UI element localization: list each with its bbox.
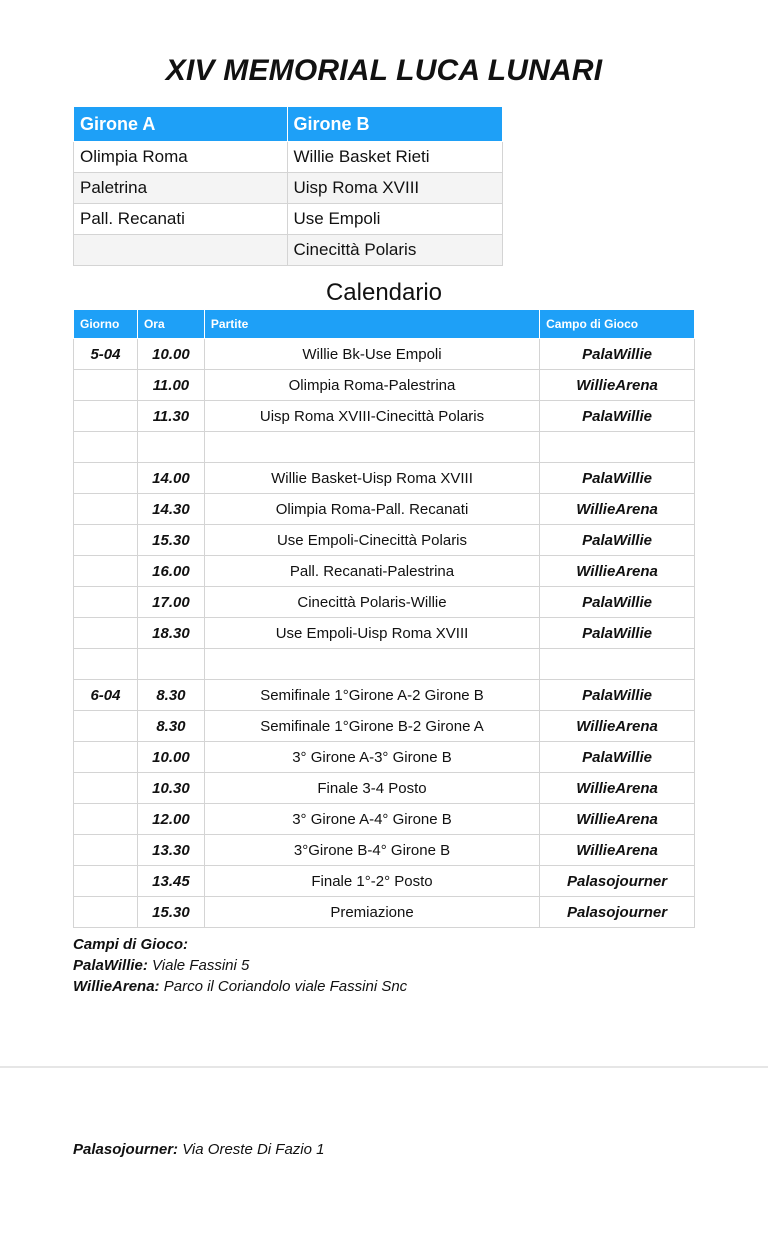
schedule-row <box>74 556 695 587</box>
venue-cell: PalaWillie <box>540 339 695 370</box>
venue-header: Campo di Gioco <box>540 310 695 339</box>
page-divider <box>0 1066 768 1068</box>
time-cell: 12.00 <box>137 804 204 835</box>
venue-note <box>73 955 407 976</box>
match-cell <box>204 649 539 680</box>
day-cell: 5-04 <box>74 339 138 370</box>
venue-cell: WillieArena <box>540 494 695 525</box>
time-cell: 14.30 <box>137 494 204 525</box>
time-cell: 8.30 <box>137 680 204 711</box>
day-cell <box>74 804 138 835</box>
calendar-table <box>73 309 695 928</box>
match-cell: Use Empoli-Uisp Roma XVIII <box>204 618 539 649</box>
groups-row <box>74 204 503 235</box>
time-cell: 10.00 <box>137 339 204 370</box>
page-title: XIV MEMORIAL LUCA LUNARI <box>165 54 603 87</box>
time-cell: 11.30 <box>137 401 204 432</box>
day-cell <box>74 649 138 680</box>
time-cell: 18.30 <box>137 618 204 649</box>
day-cell <box>74 432 138 463</box>
venue-cell: Palasojourner <box>540 897 695 928</box>
match-header: Partite <box>204 310 539 339</box>
time-cell: 14.00 <box>137 463 204 494</box>
time-cell: 15.30 <box>137 897 204 928</box>
groups-header-row <box>74 107 503 142</box>
time-cell: 15.30 <box>137 525 204 556</box>
day-cell <box>74 494 138 525</box>
venues-heading: Campi di Gioco: <box>73 936 189 953</box>
time-cell: 10.30 <box>137 773 204 804</box>
venue-cell: WillieArena <box>540 711 695 742</box>
time-cell <box>137 432 204 463</box>
groups-row <box>74 235 503 266</box>
group-a-team: Olimpia Roma <box>74 142 288 173</box>
venue-cell: WillieArena <box>540 556 695 587</box>
day-cell <box>74 463 138 494</box>
match-cell: Olimpia Roma-Pall. Recanati <box>204 494 539 525</box>
venue-note-name: PalaWillie: <box>73 957 148 974</box>
venue-cell: PalaWillie <box>540 618 695 649</box>
day-cell <box>74 773 138 804</box>
day-header: Giorno <box>74 310 138 339</box>
venue-cell <box>540 649 695 680</box>
match-cell: Semifinale 1°Girone B-2 Girone A <box>204 711 539 742</box>
schedule-row <box>74 618 695 649</box>
match-cell: Semifinale 1°Girone A-2 Girone B <box>204 680 539 711</box>
groups-row <box>74 142 503 173</box>
venue-cell: PalaWillie <box>540 525 695 556</box>
groups-table <box>73 106 503 266</box>
day-cell <box>74 742 138 773</box>
day-cell <box>74 835 138 866</box>
schedule-row <box>74 680 695 711</box>
venue-cell: PalaWillie <box>540 680 695 711</box>
group-b-team: Use Empoli <box>287 204 503 235</box>
calendar-title: Calendario <box>325 279 443 306</box>
venue-cell: PalaWillie <box>540 587 695 618</box>
group-a-team <box>74 235 288 266</box>
day-cell <box>74 587 138 618</box>
schedule-row <box>74 649 695 680</box>
group-b-team: Uisp Roma XVIII <box>287 173 503 204</box>
venue-note-address: Viale Fassini 5 <box>147 957 250 974</box>
group-b-team: Cinecittà Polaris <box>287 235 503 266</box>
schedule-row <box>74 835 695 866</box>
schedule-row <box>74 401 695 432</box>
match-cell: Willie Basket-Uisp Roma XVIII <box>204 463 539 494</box>
time-cell: 8.30 <box>137 711 204 742</box>
schedule-row <box>74 587 695 618</box>
footer-note <box>73 1141 324 1158</box>
venue-cell: WillieArena <box>540 835 695 866</box>
time-cell <box>137 649 204 680</box>
schedule-row <box>74 804 695 835</box>
group-a-header: Girone A <box>74 107 288 142</box>
venue-note-name: WillieArena: <box>73 978 160 995</box>
day-cell: 6-04 <box>74 680 138 711</box>
schedule-row <box>74 866 695 897</box>
match-cell: Pall. Recanati-Palestrina <box>204 556 539 587</box>
schedule-row <box>74 742 695 773</box>
time-cell: 13.30 <box>137 835 204 866</box>
match-cell: Premiazione <box>204 897 539 928</box>
match-cell <box>204 432 539 463</box>
venue-cell: WillieArena <box>540 804 695 835</box>
match-cell: Uisp Roma XVIII-Cinecittà Polaris <box>204 401 539 432</box>
venue-cell: WillieArena <box>540 370 695 401</box>
venue-cell: PalaWillie <box>540 463 695 494</box>
match-cell: 3°Girone B-4° Girone B <box>204 835 539 866</box>
time-cell: 17.00 <box>137 587 204 618</box>
day-cell <box>74 401 138 432</box>
venue-note <box>73 976 407 997</box>
day-cell <box>74 897 138 928</box>
footer-venue-name: Palasojourner: <box>73 1141 179 1158</box>
day-cell <box>74 866 138 897</box>
venue-note-address: Parco il Coriandolo viale Fassini Snc <box>159 978 408 995</box>
match-cell: 3° Girone A-3° Girone B <box>204 742 539 773</box>
schedule-row <box>74 432 695 463</box>
calendar-body <box>74 339 695 928</box>
schedule-row <box>74 370 695 401</box>
match-cell: Finale 1°-2° Posto <box>204 866 539 897</box>
venue-cell: PalaWillie <box>540 401 695 432</box>
group-a-team: Pall. Recanati <box>74 204 288 235</box>
venue-cell: Palasojourner <box>540 866 695 897</box>
groups-row <box>74 173 503 204</box>
venues-notes <box>73 934 407 997</box>
day-cell <box>74 370 138 401</box>
day-cell <box>74 711 138 742</box>
time-cell: 11.00 <box>137 370 204 401</box>
schedule-row <box>74 494 695 525</box>
day-cell <box>74 525 138 556</box>
schedule-row <box>74 773 695 804</box>
day-cell <box>74 556 138 587</box>
calendar-header-row <box>74 310 695 339</box>
schedule-row <box>74 525 695 556</box>
venue-cell: WillieArena <box>540 773 695 804</box>
time-cell: 13.45 <box>137 866 204 897</box>
group-a-team: Paletrina <box>74 173 288 204</box>
group-b-header: Girone B <box>287 107 503 142</box>
match-cell: Willie Bk-Use Empoli <box>204 339 539 370</box>
match-cell: Cinecittà Polaris-Willie <box>204 587 539 618</box>
group-b-team: Willie Basket Rieti <box>287 142 503 173</box>
schedule-row <box>74 897 695 928</box>
match-cell: Olimpia Roma-Palestrina <box>204 370 539 401</box>
day-cell <box>74 618 138 649</box>
time-cell: 10.00 <box>137 742 204 773</box>
match-cell: Use Empoli-Cinecittà Polaris <box>204 525 539 556</box>
footer-venue-address: Via Oreste Di Fazio 1 <box>178 1141 325 1158</box>
match-cell: Finale 3-4 Posto <box>204 773 539 804</box>
venue-cell <box>540 432 695 463</box>
schedule-row <box>74 463 695 494</box>
schedule-row <box>74 339 695 370</box>
schedule-row <box>74 711 695 742</box>
match-cell: 3° Girone A-4° Girone B <box>204 804 539 835</box>
venue-cell: PalaWillie <box>540 742 695 773</box>
time-cell: 16.00 <box>137 556 204 587</box>
time-header: Ora <box>137 310 204 339</box>
